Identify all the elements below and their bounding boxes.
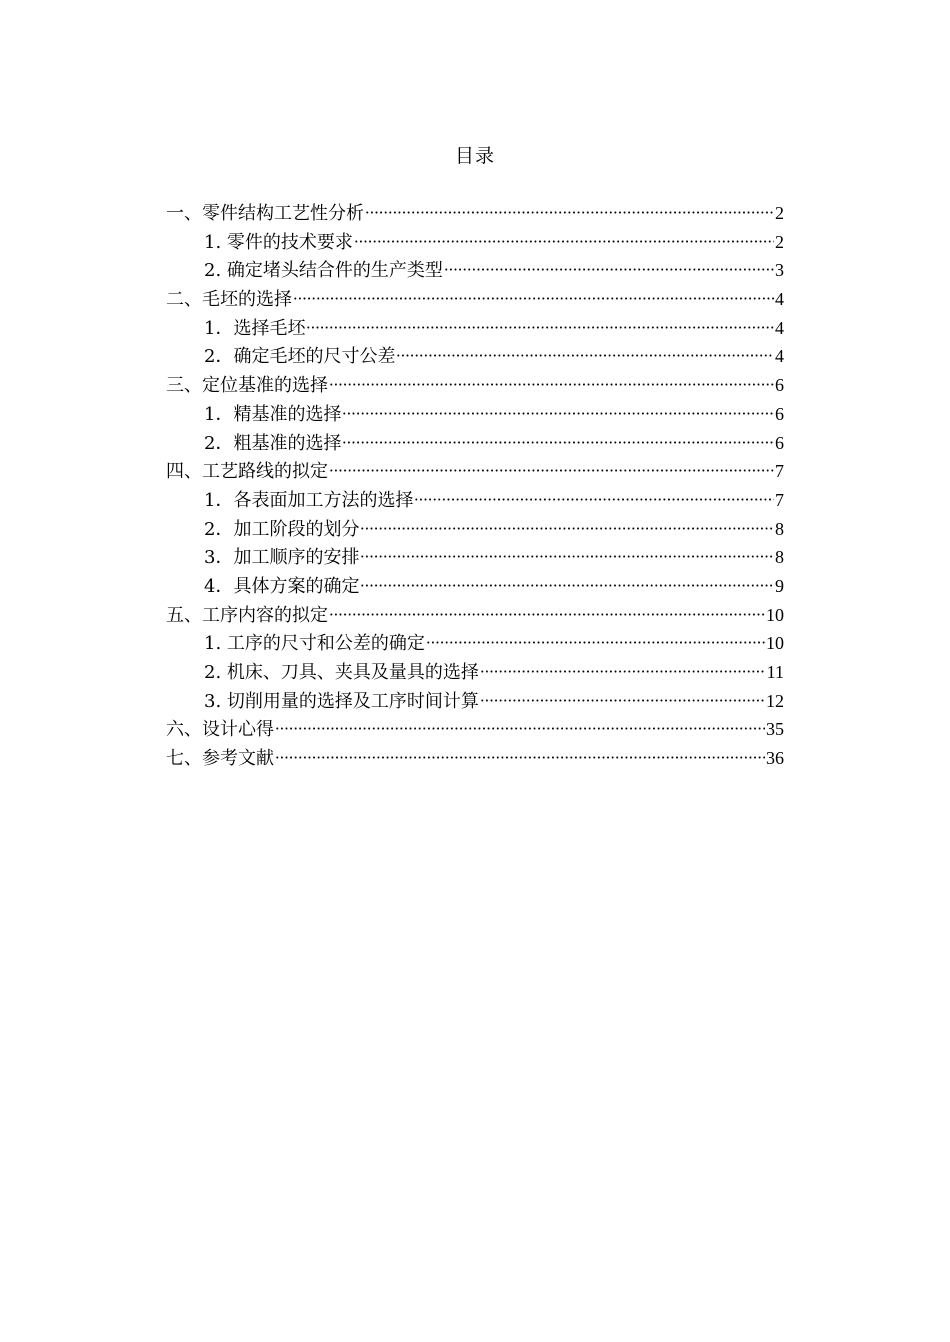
toc-entry-page: 4 xyxy=(775,289,784,310)
toc-entry-label: 二、毛坯的选择 xyxy=(166,289,292,311)
toc-entry-page: 3 xyxy=(775,260,784,281)
toc-entry-label: 2．加工阶段的划分 xyxy=(204,518,360,540)
toc-entry-label: 2. 机床、刀具、夹具及量具的选择 xyxy=(204,662,479,683)
toc-entry-label: 3．加工顺序的安排 xyxy=(204,547,360,569)
dot-leader xyxy=(329,469,774,472)
toc-entry-page: 7 xyxy=(775,461,784,482)
toc-entry[interactable] xyxy=(166,314,784,343)
toc-entry[interactable] xyxy=(166,400,784,429)
toc-entry-label: 七、参考文献 xyxy=(166,748,274,770)
toc-entry-page: 10 xyxy=(766,633,784,654)
toc-entry-page: 4 xyxy=(775,317,784,338)
dot-leader xyxy=(360,555,774,558)
toc-entry-label: 2．粗基准的选择 xyxy=(204,432,342,454)
toc-entry-page: 36 xyxy=(766,748,784,769)
toc-entry[interactable] xyxy=(166,371,784,400)
toc-entry-label: 1．精基准的选择 xyxy=(204,403,342,425)
dot-leader xyxy=(342,412,774,415)
dot-leader xyxy=(306,326,774,329)
dot-leader xyxy=(354,240,774,243)
toc-entry-page: 2 xyxy=(775,203,784,223)
toc-entry-page: 4 xyxy=(775,346,784,367)
toc-entry[interactable] xyxy=(166,429,784,458)
toc-entry[interactable] xyxy=(166,457,784,486)
toc-entry-label: 五、工序内容的拟定 xyxy=(166,604,328,626)
dot-leader xyxy=(444,268,774,271)
toc-entry-label: 1. 零件的技术要求 xyxy=(204,231,353,253)
dot-leader xyxy=(293,297,774,300)
dot-leader xyxy=(396,354,774,357)
toc-entry-page: 8 xyxy=(775,547,784,568)
toc-entry[interactable] xyxy=(166,285,784,314)
dot-leader xyxy=(275,727,765,730)
dot-leader xyxy=(480,699,765,702)
toc-entry-page: 35 xyxy=(766,719,784,740)
toc-entry-page: 2 xyxy=(775,231,784,252)
toc-entry-page: 6 xyxy=(775,375,784,396)
toc-entry-page: 10 xyxy=(766,604,784,625)
toc-entry[interactable] xyxy=(166,342,784,371)
toc-entry-label: 1．选择毛坯 xyxy=(204,317,306,339)
dot-leader xyxy=(365,211,774,214)
toc-entry[interactable] xyxy=(166,744,784,773)
toc-entry-label: 一、零件结构工艺性分析 xyxy=(166,203,364,224)
toc-entry-label: 1．各表面加工方法的选择 xyxy=(204,489,414,511)
toc-entry-label: 四、工艺路线的拟定 xyxy=(166,461,328,483)
toc-entry[interactable] xyxy=(166,515,784,544)
toc-entry-page: 6 xyxy=(775,432,784,453)
dot-leader xyxy=(360,584,774,587)
dot-leader xyxy=(329,383,774,386)
toc-entry-label: 1. 工序的尺寸和公差的确定 xyxy=(204,633,425,655)
toc-entry[interactable] xyxy=(166,543,784,572)
toc-entry[interactable] xyxy=(166,256,784,285)
toc-entry[interactable] xyxy=(166,601,784,630)
toc-entry-page: 11 xyxy=(766,662,784,682)
dot-leader xyxy=(360,527,774,530)
toc-entry-page: 7 xyxy=(775,489,784,510)
toc-title: 目录 xyxy=(454,145,495,167)
dot-leader xyxy=(342,441,774,444)
toc-entry-page: 9 xyxy=(775,575,784,596)
toc-entry-label: 3. 切削用量的选择及工序时间计算 xyxy=(204,690,479,712)
toc-entry-label: 六、设计心得 xyxy=(166,719,274,741)
table-of-contents xyxy=(166,199,784,773)
toc-entry-page: 12 xyxy=(766,690,784,711)
dot-leader xyxy=(275,756,765,759)
toc-entry-page: 6 xyxy=(775,403,784,424)
toc-entry[interactable] xyxy=(166,199,784,228)
toc-entry[interactable] xyxy=(166,715,784,744)
toc-entry[interactable] xyxy=(166,228,784,257)
toc-entry-page: 8 xyxy=(775,518,784,539)
toc-entry[interactable] xyxy=(166,486,784,515)
dot-leader xyxy=(414,498,774,501)
toc-entry[interactable] xyxy=(166,658,784,687)
toc-entry[interactable] xyxy=(166,687,784,716)
dot-leader xyxy=(426,641,765,644)
dot-leader xyxy=(329,613,765,616)
toc-entry[interactable] xyxy=(166,629,784,658)
toc-entry-label: 三、定位基准的选择 xyxy=(166,375,328,397)
toc-entry-label: 2. 确定堵头结合件的生产类型 xyxy=(204,260,443,282)
toc-entry-label: 4．具体方案的确定 xyxy=(204,575,360,597)
toc-entry[interactable] xyxy=(166,572,784,601)
dot-leader xyxy=(480,670,766,673)
toc-entry-label: 2．确定毛坯的尺寸公差 xyxy=(204,346,396,368)
